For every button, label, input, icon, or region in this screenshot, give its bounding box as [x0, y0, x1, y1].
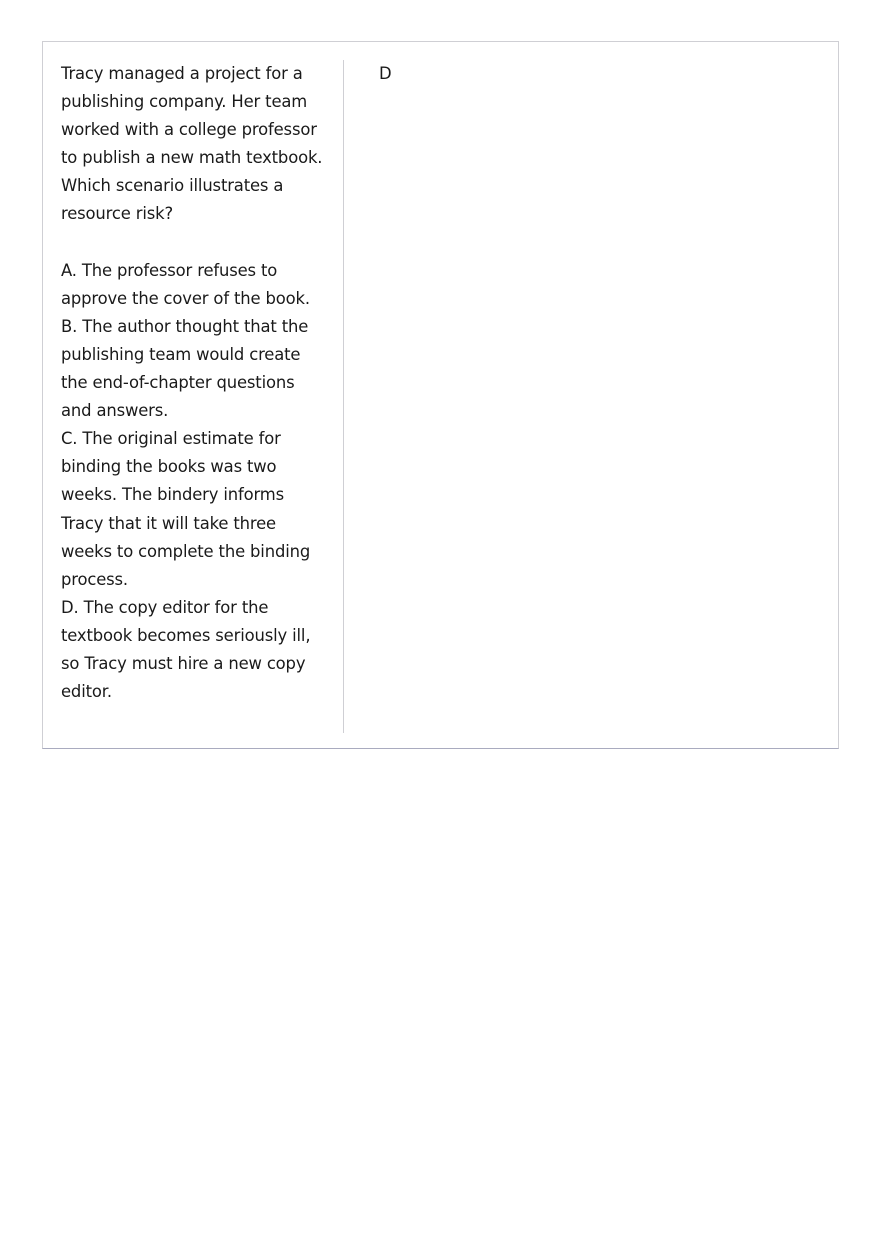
question-column: [61, 60, 323, 706]
question-context: Tracy managed a project for a publishing company. Her team worked with a college professor to publish a new math textbook.: [61, 64, 323, 168]
column-divider: [343, 60, 344, 733]
answer-value: D: [379, 64, 392, 83]
option-b: B. The author thought that the publishing team would create the end-of-chapter questions and answers.: [61, 316, 309, 421]
option-d: D. The copy editor for the textbook becomes seriously ill, so Tracy must hire a new copy editor.: [61, 597, 311, 702]
question-card: [42, 41, 839, 749]
option-c: C. The original estimate for binding the books was two weeks. The bindery informs Tracy that it will take three weeks to complete the binding process.: [61, 429, 311, 589]
blank-line: [61, 229, 323, 257]
option-a: A. The professor refuses to approve the cover of the book.: [61, 260, 310, 308]
answer-column: [379, 60, 392, 88]
question-prompt: Which scenario illustrates a resource risk?: [61, 176, 284, 224]
